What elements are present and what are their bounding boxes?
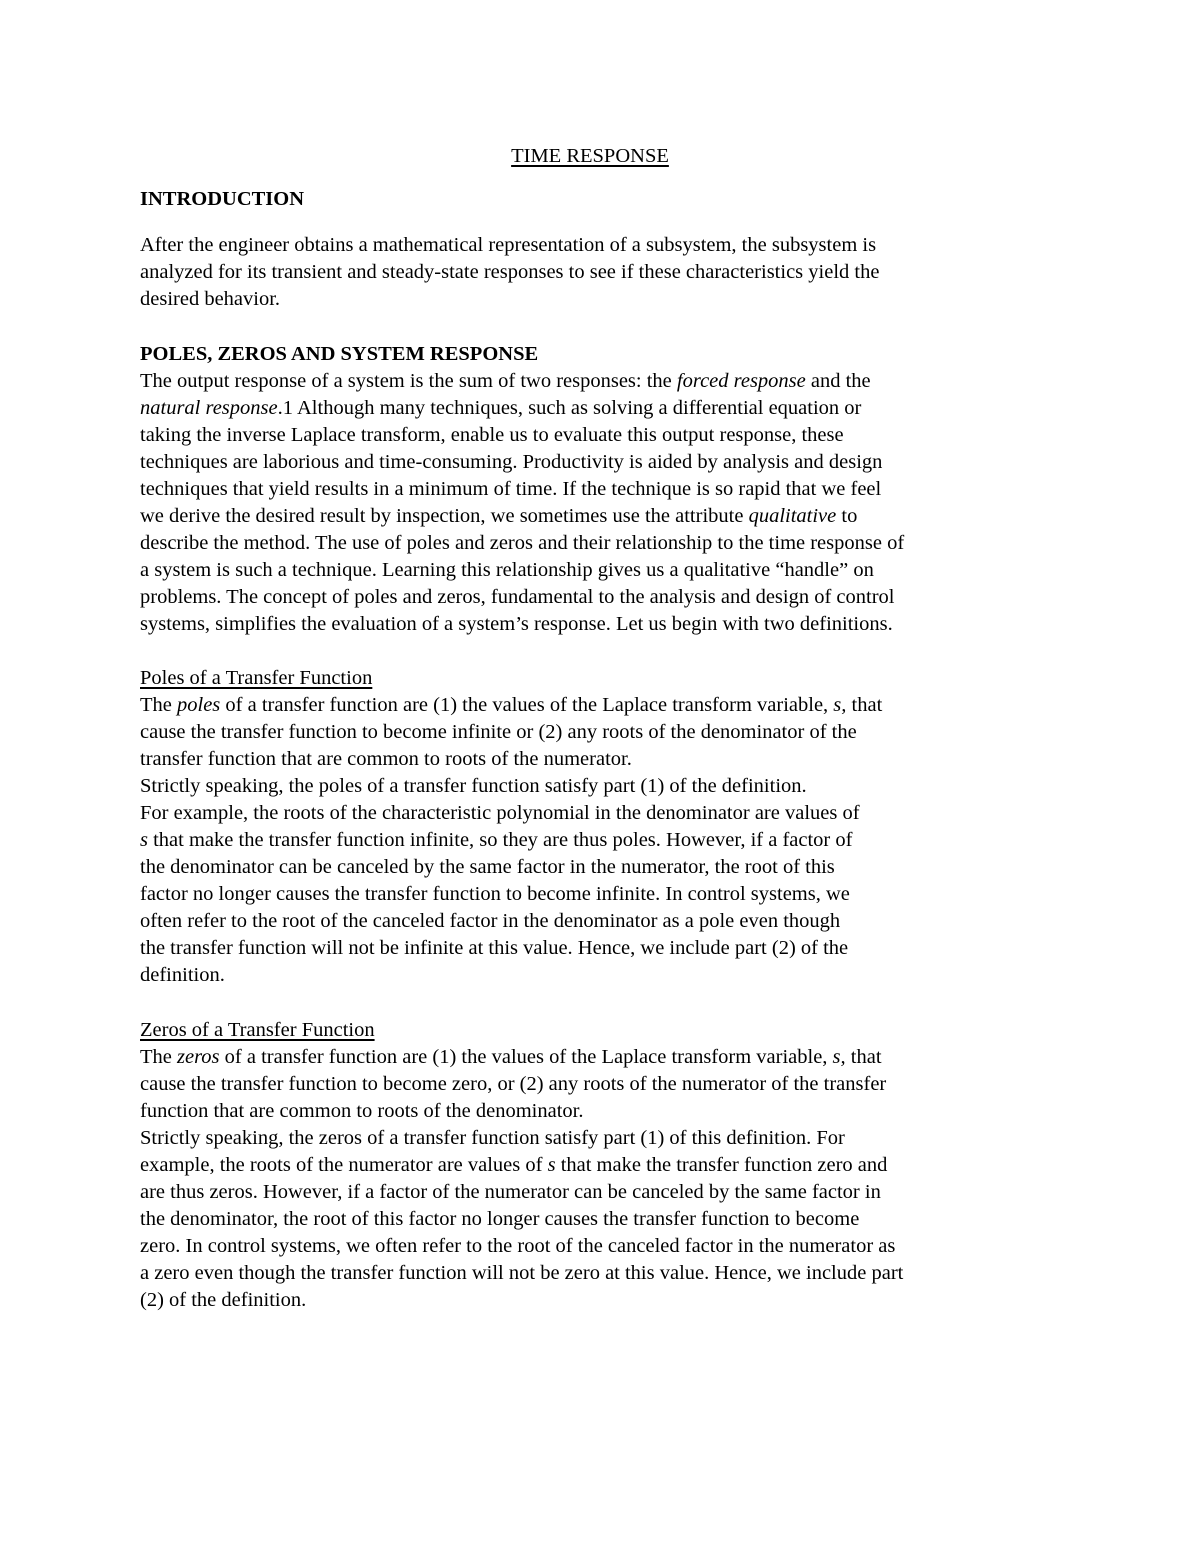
poles-line: For example, the roots of the characteristic polynomial in the denominator are values of: [140, 802, 860, 824]
poles-zeros-heading: POLES, ZEROS AND SYSTEM RESPONSE: [140, 343, 539, 365]
zeros-line: the denominator, the root of this factor no longer causes the transfer function to become: [140, 1208, 860, 1230]
pz-line: describe the method. The use of poles and zeros and their relationship to the time response of: [140, 532, 905, 554]
pz-line: taking the inverse Laplace transform, enable us to evaluate this output response, these: [140, 424, 844, 446]
zeros-line: example, the roots of the numerator are values of s that make the transfer function zero and: [140, 1154, 888, 1176]
poles-line: The poles of a transfer function are (1) the values of the Laplace transform variable, s, that: [140, 694, 883, 716]
pz-line: problems. The concept of poles and zeros, fundamental to the analysis and design of control: [140, 586, 895, 608]
zeros-line: cause the transfer function to become zero, or (2) any roots of the numerator of the transfer: [140, 1073, 887, 1095]
intro-line: desired behavior.: [140, 288, 281, 310]
poles-line: Strictly speaking, the poles of a transfer function satisfy part (1) of the definition.: [140, 775, 807, 797]
poles-line: s that make the transfer function infinite, so they are thus poles. However, if a factor of: [140, 829, 853, 851]
poles-line: definition.: [140, 964, 225, 986]
pz-line: techniques that yield results in a minimum of time. If the technique is so rapid that we feel: [140, 478, 882, 500]
pz-line: natural response.1 Although many techniques, such as solving a differential equation or: [140, 397, 862, 419]
zeros-line: zero. In control systems, we often refer to the root of the canceled factor in the numerator as: [140, 1235, 896, 1257]
intro-paragraph: [140, 232, 879, 313]
zeros-subheading: Zeros of a Transfer Function: [140, 1019, 375, 1041]
zeros-line: (2) of the definition.: [140, 1289, 307, 1311]
pz-line: a system is such a technique. Learning this relationship gives us a qualitative “handle” on: [140, 559, 874, 581]
zeros-line: Strictly speaking, the zeros of a transfer function satisfy part (1) of this definition. For: [140, 1127, 845, 1149]
poles-line: transfer function that are common to roots of the numerator.: [140, 748, 632, 770]
poles-line: often refer to the root of the canceled factor in the denominator as a pole even though: [140, 910, 841, 932]
pz-line: we derive the desired result by inspection, we sometimes use the attribute qualitative to: [140, 505, 858, 527]
pz-line: The output response of a system is the sum of two responses: the forced response and the: [140, 370, 871, 392]
poles-line: cause the transfer function to become infinite or (2) any roots of the denominator of the: [140, 721, 857, 743]
poles-section: [140, 665, 882, 989]
zeros-line: are thus zeros. However, if a factor of the numerator can be canceled by the same factor in: [140, 1181, 881, 1203]
poles-line: the denominator can be canceled by the same factor in the numerator, the root of this: [140, 856, 835, 878]
page-title: TIME RESPONSE: [511, 145, 669, 167]
pz-line: techniques are laborious and time-consuming. Productivity is aided by analysis and design: [140, 451, 883, 473]
zeros-line: function that are common to roots of the denominator.: [140, 1100, 584, 1122]
zeros-line: The zeros of a transfer function are (1) the values of the Laplace transform variable, s, that: [140, 1046, 882, 1068]
intro-line: analyzed for its transient and steady-state responses to see if these characteristics yield the: [140, 261, 880, 283]
poles-line: factor no longer causes the transfer function to become infinite. In control systems, we: [140, 883, 850, 905]
intro-line: After the engineer obtains a mathematical representation of a subsystem, the subsystem is: [140, 234, 877, 256]
intro-heading: INTRODUCTION: [140, 188, 305, 210]
poles-line: the transfer function will not be infinite at this value. Hence, we include part (2) of the: [140, 937, 849, 959]
pz-line: systems, simplifies the evaluation of a system’s response. Let us begin with two definitions.: [140, 613, 893, 635]
poles-zeros-section: [140, 341, 904, 638]
zeros-line: a zero even though the transfer function will not be zero at this value. Hence, we include part: [140, 1262, 904, 1284]
intro-section: [140, 186, 304, 213]
poles-subheading: Poles of a Transfer Function: [140, 667, 373, 689]
zeros-section: [140, 1017, 903, 1314]
